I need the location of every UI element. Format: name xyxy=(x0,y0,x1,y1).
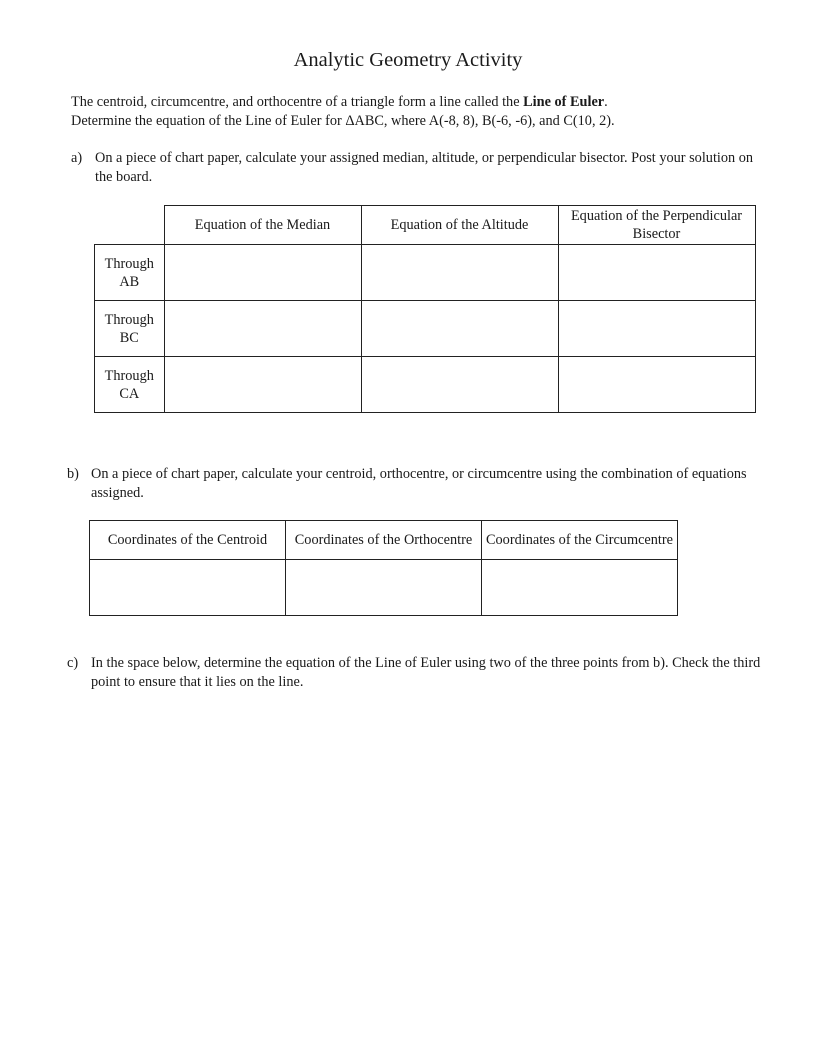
question-c-text: In the space below, determine the equation of the Line of Euler using two of the three points from b). Check the third point to ensure that it lies on the line. xyxy=(91,655,761,690)
intro-line-2: Determine the equation of the Line of Euler for ΔABC, where A(-8, 8), B(-6, -6), and C(10, 2). xyxy=(71,113,615,129)
table-row xyxy=(95,357,756,413)
answer-cell-perp-bisector-bc[interactable] xyxy=(558,301,755,357)
question-b-letter: b) xyxy=(67,466,79,482)
answer-cell-median-bc[interactable] xyxy=(164,301,361,357)
intro-line-1: The centroid, circumcentre, and orthocentre of a triangle form a line called the Line of Euler. xyxy=(71,94,608,110)
line-of-euler-term: Line of Euler xyxy=(523,94,605,110)
question-b xyxy=(67,465,757,503)
equations-table xyxy=(94,205,756,413)
answer-cell-median-ab[interactable] xyxy=(164,245,361,301)
header-median: Equation of the Median xyxy=(164,206,361,245)
equations-table-header-row xyxy=(95,206,756,245)
table-row xyxy=(95,245,756,301)
answer-cell-orthocentre[interactable] xyxy=(286,560,482,616)
intro-paragraph xyxy=(71,93,771,131)
coordinates-table-header-row xyxy=(90,521,678,560)
coordinates-table xyxy=(89,520,678,616)
question-b-text: On a piece of chart paper, calculate your centroid, orthocentre, or circumcentre using the combination of equations assigned. xyxy=(91,466,747,501)
answer-cell-perp-bisector-ca[interactable] xyxy=(558,357,755,413)
row-label-bc: Through BC xyxy=(95,301,165,357)
answer-cell-median-ca[interactable] xyxy=(164,357,361,413)
question-c-letter: c) xyxy=(67,655,79,671)
table-row xyxy=(90,560,678,616)
question-a xyxy=(71,149,761,187)
answer-cell-altitude-bc[interactable] xyxy=(361,301,558,357)
row-label-ab: Through AB xyxy=(95,245,165,301)
answer-cell-altitude-ab[interactable] xyxy=(361,245,558,301)
header-altitude: Equation of the Altitude xyxy=(361,206,558,245)
answer-cell-altitude-ca[interactable] xyxy=(361,357,558,413)
page-title: Analytic Geometry Activity xyxy=(293,49,523,71)
question-a-letter: a) xyxy=(71,150,83,166)
answer-cell-perp-bisector-ab[interactable] xyxy=(558,245,755,301)
header-circumcentre: Coordinates of the Circumcentre xyxy=(482,521,678,560)
row-label-ca: Through CA xyxy=(95,357,165,413)
header-orthocentre: Coordinates of the Orthocentre xyxy=(286,521,482,560)
question-a-text: On a piece of chart paper, calculate your assigned median, altitude, or perpendicular bisector. Post your solution on the board. xyxy=(95,150,754,185)
header-perpendicular-bisector: Equation of the Perpendicular Bisector xyxy=(558,206,755,245)
question-c xyxy=(67,654,767,692)
header-centroid: Coordinates of the Centroid xyxy=(90,521,286,560)
answer-cell-centroid[interactable] xyxy=(90,560,286,616)
answer-cell-circumcentre[interactable] xyxy=(482,560,678,616)
table-row xyxy=(95,301,756,357)
blank-corner-cell xyxy=(95,206,165,245)
